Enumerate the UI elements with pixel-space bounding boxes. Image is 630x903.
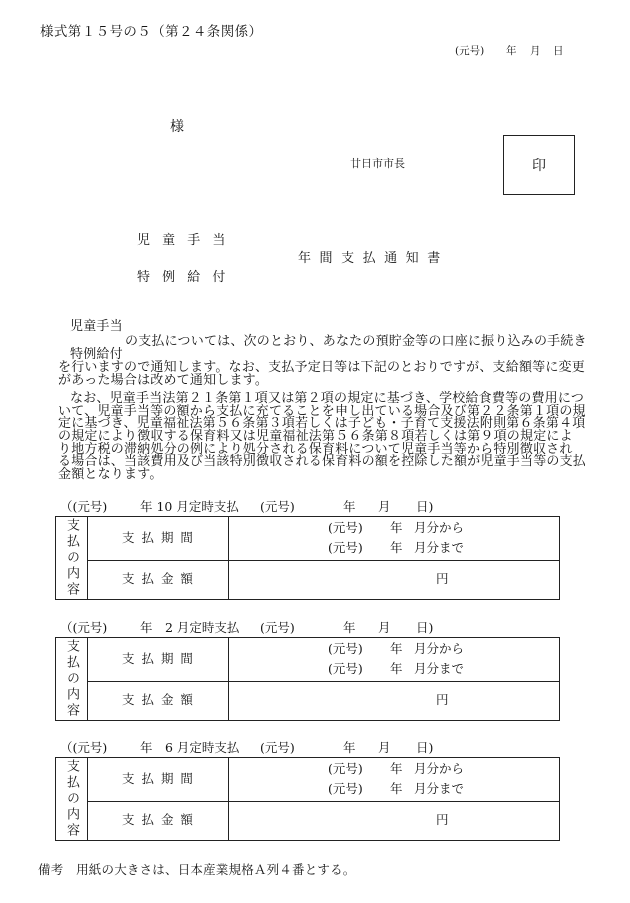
payment-header-date-era: (元号)	[260, 740, 295, 755]
period-to-era: (元号)	[328, 540, 363, 555]
period-label: 支 払 期 間	[122, 530, 195, 545]
notice-line: る場合は、当該費用及び当該特別徴収される保育料の額を控除した額が児童手当等の支払	[58, 454, 587, 469]
form-number: 様式第１５号の５（第２４条関係）	[40, 24, 263, 40]
amount-unit: 円	[436, 571, 449, 586]
payment-header-schedule: 年 2 月定時支払	[140, 620, 240, 635]
payment-header-month: 月	[378, 620, 391, 635]
payment-header-date-era: (元号)	[260, 499, 295, 514]
payment-header-month: 月	[378, 740, 391, 755]
payment-table	[55, 516, 560, 600]
payment-header-era: （(元号)	[60, 740, 108, 755]
payment-header-schedule: 年 10 月定時支払	[140, 499, 239, 514]
notice-line: の規定により徴収する保育料又は児童福祉法第５６条第８項若しくは第９項の規定によ	[58, 429, 573, 444]
row-divider	[87, 801, 559, 802]
intro-allowance-child: 児童手当	[70, 319, 123, 334]
amount-label: 支 払 金 額	[122, 571, 195, 586]
payment-header-date-era: (元号)	[260, 620, 295, 635]
intro-line: があった場合は改めて通知します。	[58, 373, 269, 388]
intro-line: の支払については、次のとおり、あなたの預貯金等の口座に振り込みの手続き	[125, 334, 587, 349]
addressee-suffix: 様	[170, 119, 184, 135]
payment-header-year: 年	[343, 620, 356, 635]
column-divider	[228, 517, 229, 599]
date-day: 日	[553, 45, 564, 57]
date-month: 月	[530, 45, 541, 57]
payment-header-schedule: 年 6 月定時支払	[140, 740, 240, 755]
seal-label: 印	[532, 158, 546, 174]
side-label: 支払の内容	[64, 518, 79, 598]
period-from-year: 年	[390, 520, 403, 535]
period-label: 支 払 期 間	[122, 771, 195, 786]
payment-block-february	[0, 621, 630, 723]
document-title: 年 間 支 払 通 知 書	[298, 251, 443, 266]
period-to-month: 月分まで	[414, 781, 465, 796]
period-from-era: (元号)	[328, 641, 363, 656]
intro-allowance-special: 特例給付	[70, 347, 123, 362]
period-from-era: (元号)	[328, 761, 363, 776]
title-allowance-special: 特 例 給 付	[137, 270, 230, 285]
payment-header-day: 日)	[416, 740, 434, 755]
payment-header-era: （(元号)	[60, 620, 108, 635]
seal-box	[503, 135, 575, 195]
issuer-name: 廿日市市長	[350, 157, 405, 170]
row-divider	[87, 681, 559, 682]
notice-line: 金額となります。	[58, 467, 163, 482]
intro-line: を行いますので通知します。なお、支払予定日等は下記のとおりですが、支給額等に変更	[58, 360, 585, 375]
period-label: 支 払 期 間	[122, 651, 195, 666]
period-to-era: (元号)	[328, 661, 363, 676]
side-cell	[56, 638, 88, 720]
row-divider	[87, 560, 559, 561]
payment-header-month: 月	[378, 499, 391, 514]
payment-table	[55, 637, 560, 721]
period-from-year: 年	[390, 641, 403, 656]
period-from-month: 月分から	[414, 520, 465, 535]
side-cell	[56, 758, 88, 840]
date-year: 年	[506, 45, 517, 57]
period-from-year: 年	[390, 761, 403, 776]
period-from-month: 月分から	[414, 761, 465, 776]
date-era: (元号)	[455, 45, 485, 57]
payment-header-day: 日)	[416, 620, 434, 635]
notice-line: なお、児童手当法第２１条第１項又は第２項の規定に基づき、学校給食費等の費用につ	[70, 391, 585, 406]
amount-unit: 円	[436, 692, 449, 707]
notice-line: 定に基づき、児童福祉法第５６条第３項若しくは子ども・子育て支援法附則第６条第４項	[58, 416, 586, 431]
period-to-month: 月分まで	[414, 540, 465, 555]
title-allowance-child: 児 童 手 当	[137, 233, 230, 248]
payment-header-day: 日)	[416, 499, 434, 514]
notice-line: いて、児童手当等の額から支払に充てることを申し出ている場合及び第２２条第１項の規	[58, 404, 586, 419]
amount-unit: 円	[436, 812, 449, 827]
amount-label: 支 払 金 額	[122, 812, 195, 827]
period-to-month: 月分まで	[414, 661, 465, 676]
column-divider	[228, 758, 229, 840]
payment-table	[55, 757, 560, 841]
period-to-year: 年	[390, 661, 403, 676]
payment-header-era: （(元号)	[60, 499, 108, 514]
period-from-era: (元号)	[328, 520, 363, 535]
amount-label: 支 払 金 額	[122, 692, 195, 707]
period-to-year: 年	[390, 540, 403, 555]
side-label: 支払の内容	[64, 759, 79, 839]
notice-line: り地方税の滞納処分の例により処分される保育料について児童手当等から特別徴収され	[58, 442, 573, 457]
payment-block-october	[0, 500, 630, 602]
period-from-month: 月分から	[414, 641, 465, 656]
side-label: 支払の内容	[64, 639, 79, 719]
side-cell	[56, 517, 88, 599]
payment-block-june	[0, 741, 630, 843]
remarks-note: 備考 用紙の大きさは、日本産業規格Ａ列４番とする。	[38, 862, 356, 877]
period-to-year: 年	[390, 781, 403, 796]
period-to-era: (元号)	[328, 781, 363, 796]
payment-header-year: 年	[343, 499, 356, 514]
payment-header-year: 年	[343, 740, 356, 755]
column-divider	[228, 638, 229, 720]
